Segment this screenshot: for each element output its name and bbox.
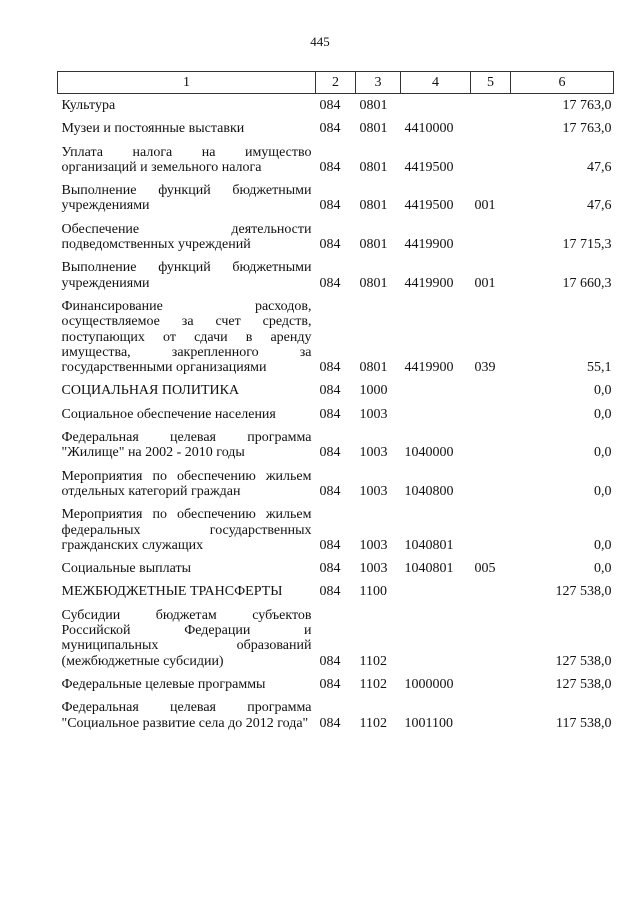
row-name: Федеральные целевые программы: [61, 676, 266, 692]
column-header: 2: [316, 72, 356, 94]
row-name: Социальное обеспечение населения: [61, 406, 276, 422]
row-target-code: 1040801: [404, 537, 454, 553]
row-expense-type: [471, 604, 511, 673]
column-header: 3: [356, 72, 401, 94]
row-name: Субсидии бюджетам субъектов Российской Федерации и муниципальных образований (межбюджетные субсидии): [61, 607, 312, 669]
row-name: Музеи и постоянные выставки: [61, 121, 245, 137]
row-target-code: [401, 94, 471, 118]
row-expense-type: [471, 503, 511, 557]
row-target-code: [401, 604, 471, 673]
row-expense-type: [471, 218, 511, 257]
row-expense-type: [471, 673, 511, 696]
row-target-code: [401, 580, 471, 603]
table-body: [58, 94, 614, 735]
row-target-code: 1040800: [404, 483, 454, 499]
row-name: Культура: [61, 98, 116, 113]
row-amount: 127 538,0: [555, 676, 612, 692]
row-name: СОЦИАЛЬНАЯ ПОЛИТИКА: [61, 383, 240, 399]
row-target-code: [401, 403, 471, 426]
row-target-code: 4419900: [404, 275, 454, 291]
table-row: [58, 557, 614, 580]
row-amount: 0,0: [594, 383, 612, 399]
table-row: [58, 503, 614, 557]
row-amount: 0,0: [594, 537, 612, 553]
row-name: Обеспечение деятельности подведомственных учреждений: [61, 221, 312, 253]
row-expense-type: [471, 403, 511, 426]
row-name: Уплата налога на имущество организаций и земельного налога: [61, 144, 312, 175]
row-target-code: 4419900: [404, 237, 454, 253]
row-ministry-code: 084: [319, 653, 341, 669]
table-row: [58, 696, 614, 735]
row-section-code: 0801: [359, 237, 388, 253]
row-section-code: 0801: [359, 98, 388, 113]
row-expense-type: [471, 379, 511, 402]
row-section-code: 1102: [359, 676, 387, 692]
row-amount: 47,6: [587, 159, 612, 175]
row-amount: 0,0: [594, 445, 612, 461]
row-section-code: 1000: [359, 383, 388, 399]
row-section-code: 1102: [359, 715, 387, 731]
row-amount: 17 763,0: [562, 98, 612, 113]
table-row: [58, 179, 614, 218]
row-ministry-code: 084: [319, 676, 341, 692]
row-expense-type: [471, 580, 511, 603]
column-header: 1: [58, 72, 316, 94]
table-row: [58, 117, 614, 140]
row-section-code: 1003: [359, 483, 388, 499]
row-amount: 47,6: [587, 198, 612, 214]
row-target-code: 1040000: [404, 445, 454, 461]
row-section-code: 1102: [359, 653, 387, 669]
row-ministry-code: 084: [319, 561, 341, 577]
row-amount: 17 660,3: [562, 275, 612, 291]
row-target-code: 1001100: [404, 715, 453, 731]
header-row: [58, 72, 614, 94]
row-section-code: 0801: [359, 121, 388, 137]
row-ministry-code: 084: [319, 483, 341, 499]
row-name: Мероприятия по обеспечению жильем отдельных категорий граждан: [61, 468, 312, 499]
row-expense-type: 039: [474, 360, 496, 376]
row-expense-type: [471, 94, 511, 118]
row-amount: 117 538,0: [556, 715, 612, 731]
row-expense-type: 001: [474, 275, 496, 291]
row-expense-type: [471, 141, 511, 180]
row-amount: 17 763,0: [562, 121, 612, 137]
row-amount: 0,0: [594, 483, 612, 499]
row-ministry-code: 084: [319, 275, 341, 291]
row-expense-type: [471, 696, 511, 735]
budget-table: [57, 71, 614, 735]
row-target-code: 1000000: [404, 676, 454, 692]
row-ministry-code: 084: [319, 198, 341, 214]
table-row: [58, 295, 614, 379]
row-ministry-code: 084: [319, 537, 341, 553]
table-row: [58, 465, 614, 504]
row-target-code: 4419900: [404, 360, 454, 376]
row-ministry-code: 084: [319, 584, 341, 600]
row-name: Федеральная целевая программа "Социальное развитие села до 2012 года": [61, 700, 312, 731]
table-row: [58, 141, 614, 180]
table-row: [58, 218, 614, 257]
row-target-code: 4419500: [404, 159, 454, 175]
row-ministry-code: 084: [319, 445, 341, 461]
row-section-code: 0801: [359, 360, 388, 376]
row-section-code: 0801: [359, 198, 388, 214]
row-ministry-code: 084: [319, 360, 341, 376]
column-header: 6: [511, 72, 614, 94]
table-row: [58, 94, 614, 118]
row-section-code: 1003: [359, 406, 388, 422]
row-ministry-code: 084: [319, 98, 341, 113]
table-row: [58, 580, 614, 603]
row-amount: 17 715,3: [562, 237, 612, 253]
column-header: 5: [471, 72, 511, 94]
row-amount: 0,0: [594, 561, 612, 577]
column-header: 4: [401, 72, 471, 94]
row-section-code: 0801: [359, 159, 388, 175]
row-name: Федеральная целевая программа "Жилище" на 2002 - 2010 годы: [61, 430, 312, 461]
row-amount: 55,1: [587, 360, 612, 376]
row-section-code: 1003: [359, 561, 388, 577]
row-ministry-code: 084: [319, 159, 341, 175]
row-name: Выполнение функций бюджетными учреждениями: [61, 183, 312, 214]
table-row: [58, 426, 614, 465]
row-name: Социальные выплаты: [61, 561, 192, 577]
row-expense-type: [471, 465, 511, 504]
table-row: [58, 604, 614, 673]
row-amount: 127 538,0: [555, 584, 612, 600]
row-expense-type: [471, 117, 511, 140]
row-expense-type: [471, 426, 511, 465]
row-section-code: 1100: [359, 584, 387, 600]
row-ministry-code: 084: [319, 383, 341, 399]
row-target-code: 4419500: [404, 198, 454, 214]
row-amount: 0,0: [594, 406, 612, 422]
table-row: [58, 256, 614, 295]
row-name: Финансирование расходов, осуществляемое за счет средств, поступающих от сдачи в аренду имущества, закрепленного за государственными организациями: [61, 298, 312, 376]
row-ministry-code: 084: [319, 715, 341, 731]
row-name: МЕЖБЮДЖЕТНЫЕ ТРАНСФЕРТЫ: [61, 584, 283, 600]
row-target-code: [401, 379, 471, 402]
row-section-code: 1003: [359, 537, 388, 553]
row-amount: 127 538,0: [555, 653, 612, 669]
row-name: Выполнение функций бюджетными учреждениями: [61, 260, 312, 291]
row-ministry-code: 084: [319, 237, 341, 253]
row-section-code: 0801: [359, 275, 388, 291]
table-row: [58, 673, 614, 696]
row-section-code: 1003: [359, 445, 388, 461]
table-row: [58, 403, 614, 426]
row-name: Мероприятия по обеспечению жильем федеральных государственных гражданских служащих: [61, 507, 312, 553]
table-row: [58, 379, 614, 402]
row-expense-type: 001: [474, 198, 496, 214]
row-target-code: 4410000: [404, 121, 454, 137]
page-number: 445: [310, 34, 330, 49]
row-ministry-code: 084: [319, 406, 341, 422]
row-target-code: 1040801: [404, 561, 454, 577]
row-expense-type: 005: [474, 561, 496, 577]
row-ministry-code: 084: [319, 121, 341, 137]
